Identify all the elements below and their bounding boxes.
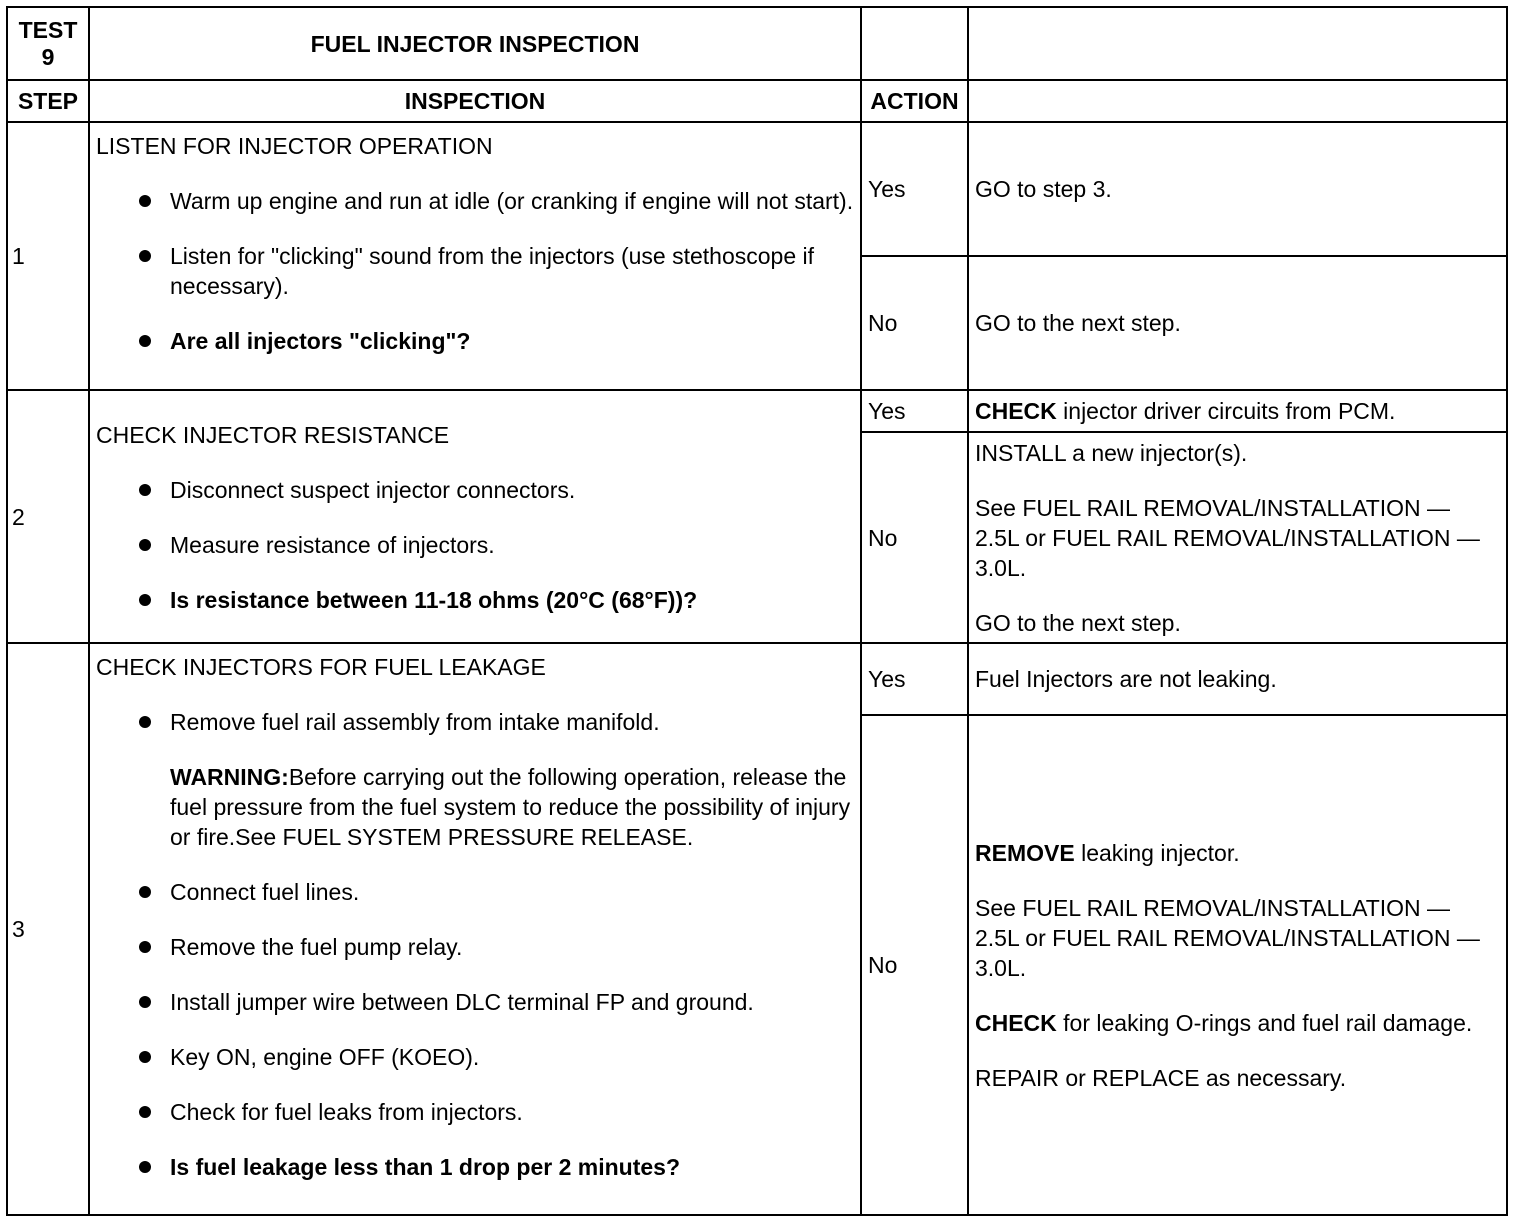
header-empty-cell [968, 7, 1507, 80]
action-text-rest: injector driver circuits from PCM. [1056, 398, 1396, 424]
action-line: REPAIR or REPLACE as necessary. [975, 1064, 1347, 1091]
answer-no: No [861, 432, 968, 643]
header-empty-cell [861, 7, 968, 80]
col-header-action: ACTION [861, 80, 968, 122]
column-header-row [7, 80, 1507, 122]
action-keyword: CHECK [975, 1009, 1057, 1036]
action-line [975, 838, 1500, 868]
step-question: Is fuel leakage less than 1 drop per 2 minutes? [96, 1152, 854, 1182]
action-text: Fuel Injectors are not leaking. [968, 643, 1507, 715]
inspection-cell [89, 122, 861, 390]
test-number-cell [7, 7, 89, 80]
step-title: LISTEN FOR INJECTOR OPERATION [96, 133, 493, 159]
inspection-table [6, 6, 1508, 1216]
answer-yes: Yes [861, 390, 968, 432]
col-header-step: STEP [7, 80, 89, 122]
answer-no: No [861, 256, 968, 390]
answer-yes: Yes [861, 122, 968, 256]
list-item: Connect fuel lines. [96, 877, 854, 907]
step-title: CHECK INJECTOR RESISTANCE [96, 422, 450, 448]
action-keyword: REMOVE [975, 839, 1075, 866]
list-item: Remove the fuel pump relay. [96, 932, 854, 962]
answer-yes: Yes [861, 643, 968, 715]
table-row [7, 390, 1507, 432]
list-item: Warm up engine and run at idle (or cranking if engine will not start). [96, 186, 854, 216]
col-header-inspection: INSPECTION [89, 80, 861, 122]
step-question: Are all injectors "clicking"? [96, 326, 854, 356]
table-row [7, 122, 1507, 256]
test-number: 9 [41, 43, 55, 70]
table-row [7, 643, 1507, 715]
table-header-row [7, 7, 1507, 80]
list-item: Measure resistance of injectors. [96, 530, 854, 560]
list-item: Check for fuel leaks from injectors. [96, 1097, 854, 1127]
action-text-rest: leaking injector. [1074, 839, 1240, 866]
inspection-cell [89, 643, 861, 1215]
warning-note [96, 762, 854, 852]
step-question: Is resistance between 11-18 ohms (20°C (68°F))? [96, 585, 854, 615]
action-keyword: CHECK [975, 398, 1057, 424]
action-text [968, 715, 1507, 1215]
list-item: Listen for "clicking" sound from the injectors (use stethoscope if necessary). [96, 241, 854, 301]
action-line [975, 1008, 1500, 1038]
header-empty-cell [968, 80, 1507, 122]
action-line: See FUEL RAIL REMOVAL/INSTALLATION — 2.5L or FUEL RAIL REMOVAL/INSTALLATION — 3.0L. [975, 894, 1480, 981]
list-item: Disconnect suspect injector connectors. [96, 475, 854, 505]
warning-label: WARNING: [170, 764, 289, 790]
list-item: Key ON, engine OFF (KOEO). [96, 1042, 854, 1072]
action-text [968, 390, 1507, 432]
step-number: 1 [7, 122, 89, 390]
action-text [968, 432, 1507, 643]
page-title: FUEL INJECTOR INSPECTION [89, 7, 861, 80]
action-text-rest: for leaking O-rings and fuel rail damage. [1056, 1009, 1473, 1036]
action-line: See FUEL RAIL REMOVAL/INSTALLATION — 2.5L or FUEL RAIL REMOVAL/INSTALLATION — 3.0L. [975, 494, 1480, 581]
inspection-cell [89, 390, 861, 643]
step-number: 3 [7, 643, 89, 1215]
warning-text: Before carrying out the following operation, release the fuel pressure from the fuel system to reduce the possibility of injury or fire.See FUEL SYSTEM PRESSURE RELEASE. [170, 764, 851, 850]
list-item: Remove fuel rail assembly from intake manifold. [96, 707, 854, 737]
list-item: Install jumper wire between DLC terminal FP and ground. [96, 987, 854, 1017]
step-number: 2 [7, 390, 89, 643]
test-label: TEST [18, 16, 78, 43]
action-line: INSTALL a new injector(s). [975, 439, 1248, 466]
action-text: GO to step 3. [968, 122, 1507, 256]
step-title: CHECK INJECTORS FOR FUEL LEAKAGE [96, 654, 546, 680]
answer-no: No [861, 715, 968, 1215]
action-line: GO to the next step. [975, 609, 1181, 636]
action-text: GO to the next step. [968, 256, 1507, 390]
